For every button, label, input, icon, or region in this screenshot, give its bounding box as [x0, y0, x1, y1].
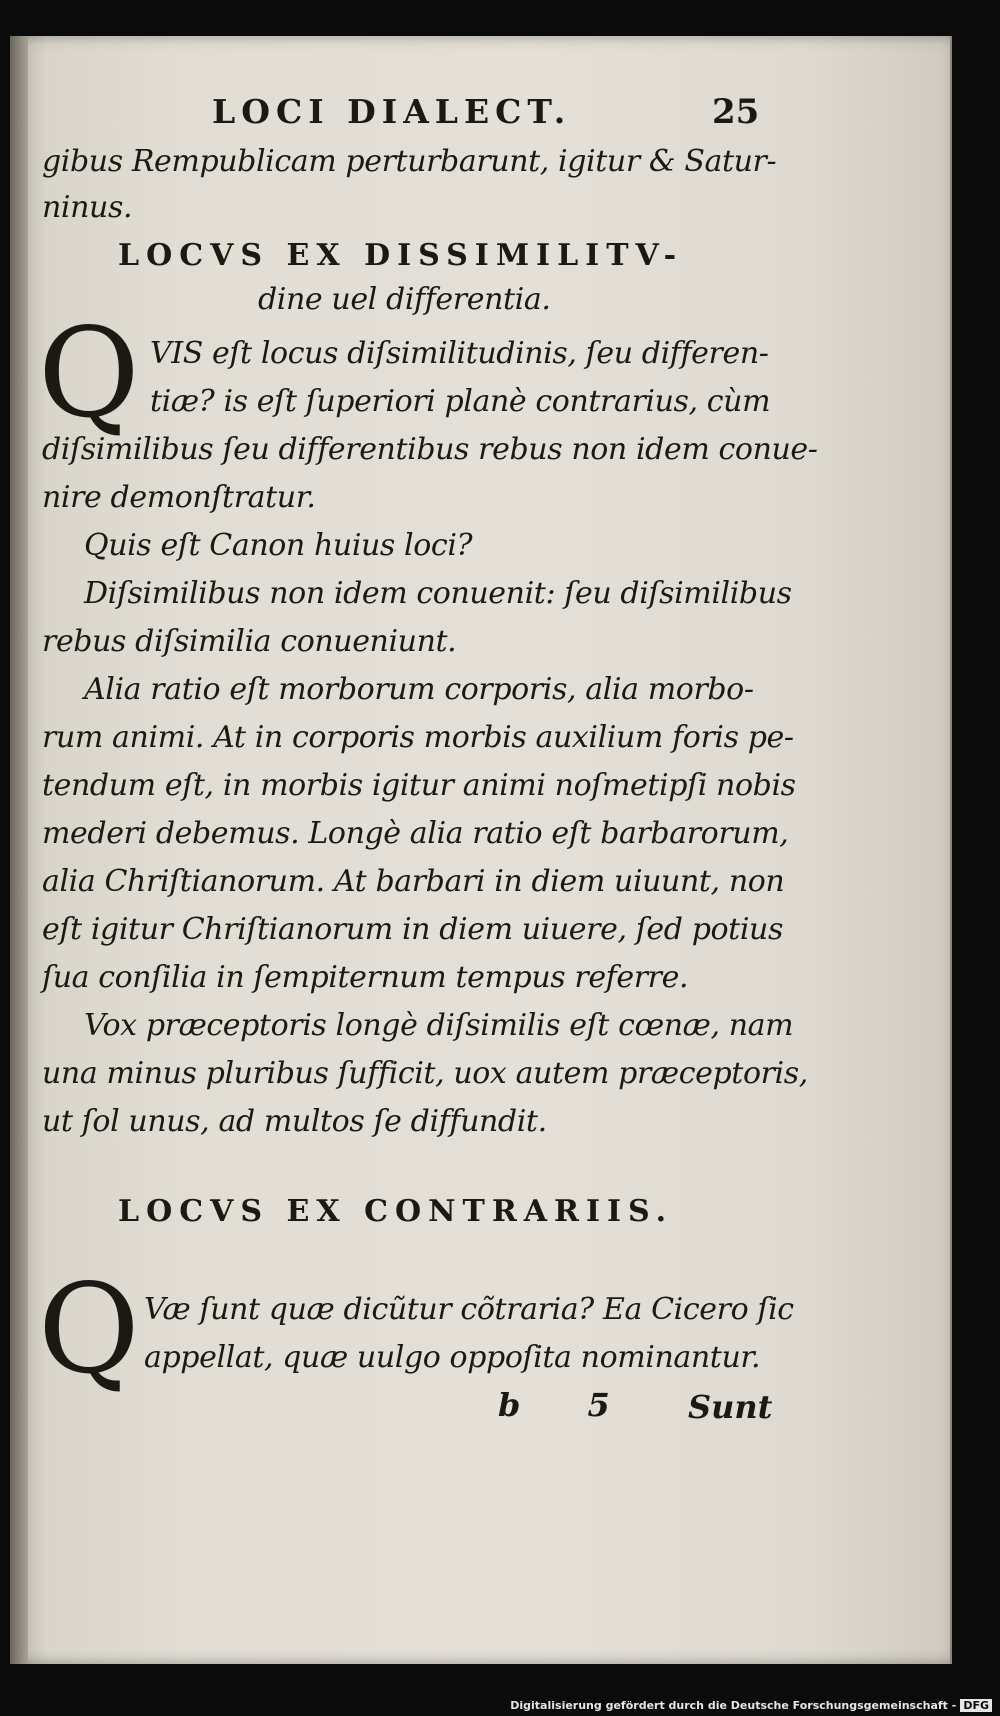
text-line: Vox præceptoris longè diſsimilis eſt cœnæ, nam	[84, 1008, 794, 1043]
drop-capital: Q	[38, 1258, 140, 1402]
text-line: rum animi. At in corporis morbis auxilium foris pe-	[42, 720, 794, 755]
text-line: Diſsimilibus non idem conuenit: ſeu diſsimilibus	[84, 576, 792, 611]
text-line: ut ſol unus, ad multos ſe diffundit.	[42, 1104, 547, 1139]
section-heading-continued: dine uel differentia.	[258, 282, 551, 317]
text-line: nire demonſtratur.	[42, 480, 316, 515]
text-line: appellat, quæ uulgo oppoſita nominantur.	[144, 1340, 761, 1375]
text-line: rebus diſsimilia conueniunt.	[42, 624, 457, 659]
text-line: Quis eſt Canon huius loci?	[84, 528, 473, 563]
page-gutter	[10, 36, 28, 1664]
page-number: 25	[712, 92, 760, 132]
digitization-credit	[510, 1699, 992, 1712]
text-line: tendum eſt, in morbis igitur animi noſmetipſi nobis	[42, 768, 796, 803]
text-line: gibus Rempublicam perturbarunt, igitur & Satur-	[42, 144, 777, 179]
text-line: mederi debemus. Longè alia ratio eſt barbarorum,	[42, 816, 789, 851]
catchword: Sunt	[688, 1388, 773, 1426]
text-line: diſsimilibus ſeu differentibus rebus non idem conue-	[42, 432, 818, 467]
dfg-logo: DFG	[960, 1699, 992, 1712]
text-line: eſt igitur Chriſtianorum in diem uiuere, ſed potius	[42, 912, 783, 947]
text-line: Alia ratio eſt morborum corporis, alia morbo-	[84, 672, 754, 707]
signature-mark: b 5	[498, 1386, 638, 1424]
section-heading: LOCVS EX DISSIMILITV-	[118, 238, 684, 273]
text-line: una minus pluribus ſufficit, uox autem præceptoris,	[42, 1056, 808, 1091]
credit-text: Digitalisierung gefördert durch die Deutsche Forschungsgemeinschaft -	[510, 1699, 957, 1712]
text-line: ſua conſilia in ſempiternum tempus referre.	[42, 960, 689, 995]
drop-capital: Q	[38, 302, 140, 446]
text-line: VIS eſt locus diſsimilitudinis, ſeu differen-	[150, 336, 769, 371]
text-line: alia Chriſtianorum. At barbari in diem uiuunt, non	[42, 864, 785, 899]
text-line: Væ ſunt quæ dicũtur cõtraria? Ea Cicero ſic	[144, 1292, 794, 1327]
text-line: ninus.	[42, 190, 133, 225]
section-heading: LOCVS EX CONTRARIIS.	[118, 1194, 674, 1229]
text-line: tiæ? is eſt ſuperiori planè contrarius, cùm	[150, 384, 771, 419]
running-head-title: LOCI DIALECT.	[212, 92, 572, 131]
